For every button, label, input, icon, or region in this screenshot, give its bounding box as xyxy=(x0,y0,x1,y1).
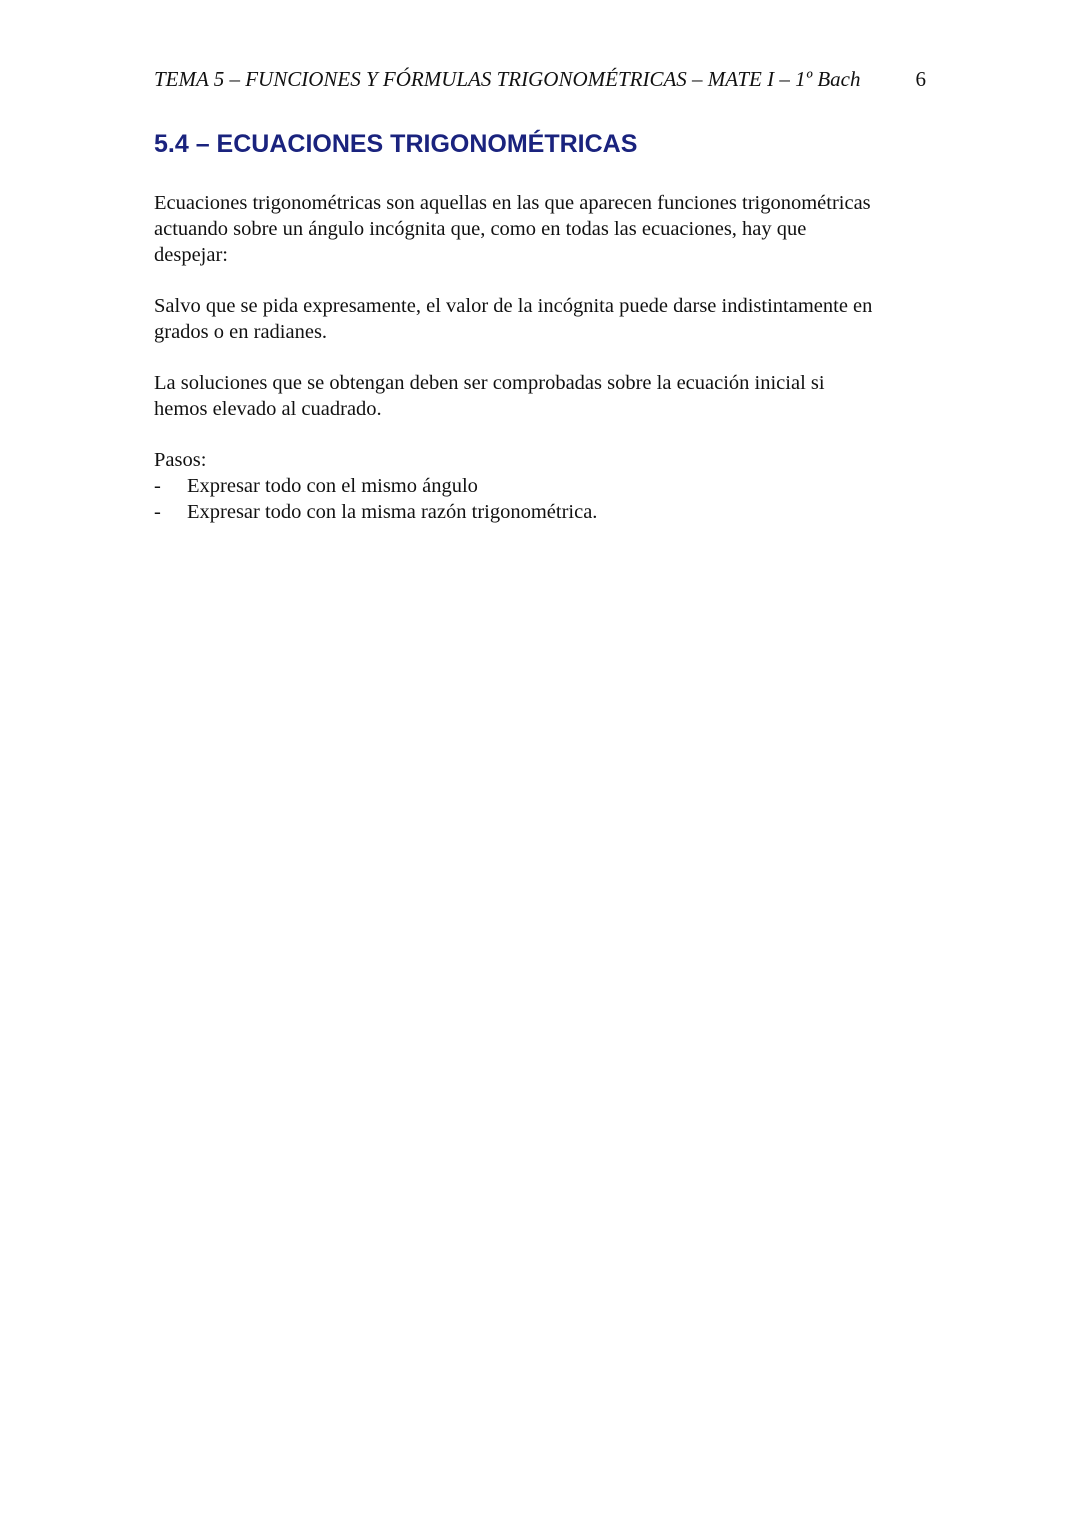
bullet-dash: - xyxy=(154,501,161,523)
page-number: 6 xyxy=(915,67,926,91)
header-title: TEMA 5 – FUNCIONES Y FÓRMULAS TRIGONOMÉTRICAS – MATE I – 1º Bach xyxy=(154,67,861,91)
steps-label xyxy=(154,447,934,473)
list-item xyxy=(154,473,597,499)
bullet-dash: - xyxy=(154,475,161,497)
running-header xyxy=(154,64,926,94)
paragraph-line: actuando sobre un ángulo incógnita que, como en todas las ecuaciones, hay que xyxy=(154,218,807,240)
paragraph-verification xyxy=(154,370,934,422)
paragraph-line: Salvo que se pida expresamente, el valor de la incógnita puede darse indistintamente en xyxy=(154,295,873,317)
paragraph-line: despejar: xyxy=(154,244,228,266)
paragraph-definition xyxy=(154,190,934,268)
paragraph-line: hemos elevado al cuadrado. xyxy=(154,398,382,420)
list-item-text: Expresar todo con el mismo ángulo xyxy=(187,475,478,497)
paragraph-units xyxy=(154,293,934,345)
steps-list xyxy=(154,473,597,525)
section-heading: 5.4 – ECUACIONES TRIGONOMÉTRICAS xyxy=(154,130,638,158)
list-item-text: Expresar todo con la misma razón trigonométrica. xyxy=(187,501,598,523)
paragraph-line: Ecuaciones trigonométricas son aquellas en las que aparecen funciones trigonométricas xyxy=(154,192,871,214)
steps-label-text: Pasos: xyxy=(154,449,207,471)
paragraph-line: grados o en radianes. xyxy=(154,321,328,343)
list-item xyxy=(154,499,597,525)
paragraph-line: La soluciones que se obtengan deben ser comprobadas sobre la ecuación inicial si xyxy=(154,372,825,394)
